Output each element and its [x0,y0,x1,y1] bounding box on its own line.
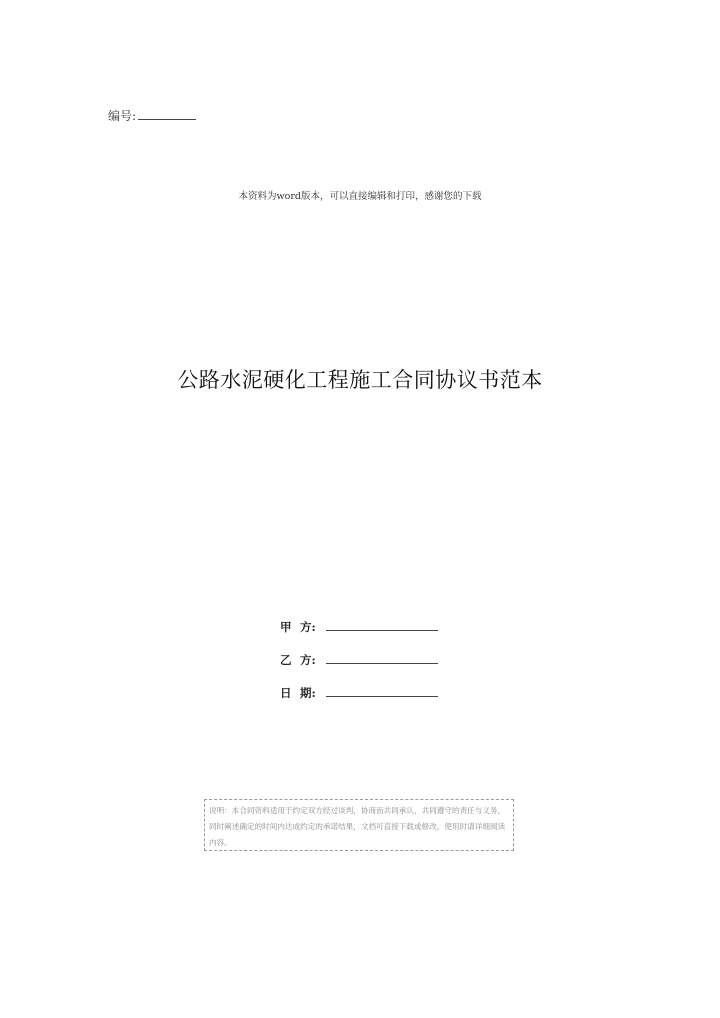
party-b-blank [326,649,438,664]
date-blank [326,682,438,697]
party-b-row [280,635,438,668]
date-row [280,668,438,701]
party-a-label: 甲 方: [280,620,316,634]
date-label: 日 期: [280,686,316,700]
party-a-row [280,602,438,635]
party-b-label: 乙 方: [280,653,316,667]
party-fields [280,602,438,701]
document-title: 公路水泥硬化工程施工合同协议书范本 [177,368,543,392]
serial-number-line [108,107,196,124]
download-notice: 本资料为word版本，可以直接编辑和打印，感谢您的下载 [238,191,482,202]
serial-number-blank [138,108,196,120]
party-a-blank [326,616,438,631]
serial-number-label: 编号: [108,109,137,123]
explanation-note-box: 说明：本合同资料适用于约定双方经过谈判，协商而共同承认，共同遵守的责任与义务，同时阐述确定的时间内达成约定的承诺结果，文档可直接下载或修改，使用时请详细阅读内容。 [204,799,514,851]
